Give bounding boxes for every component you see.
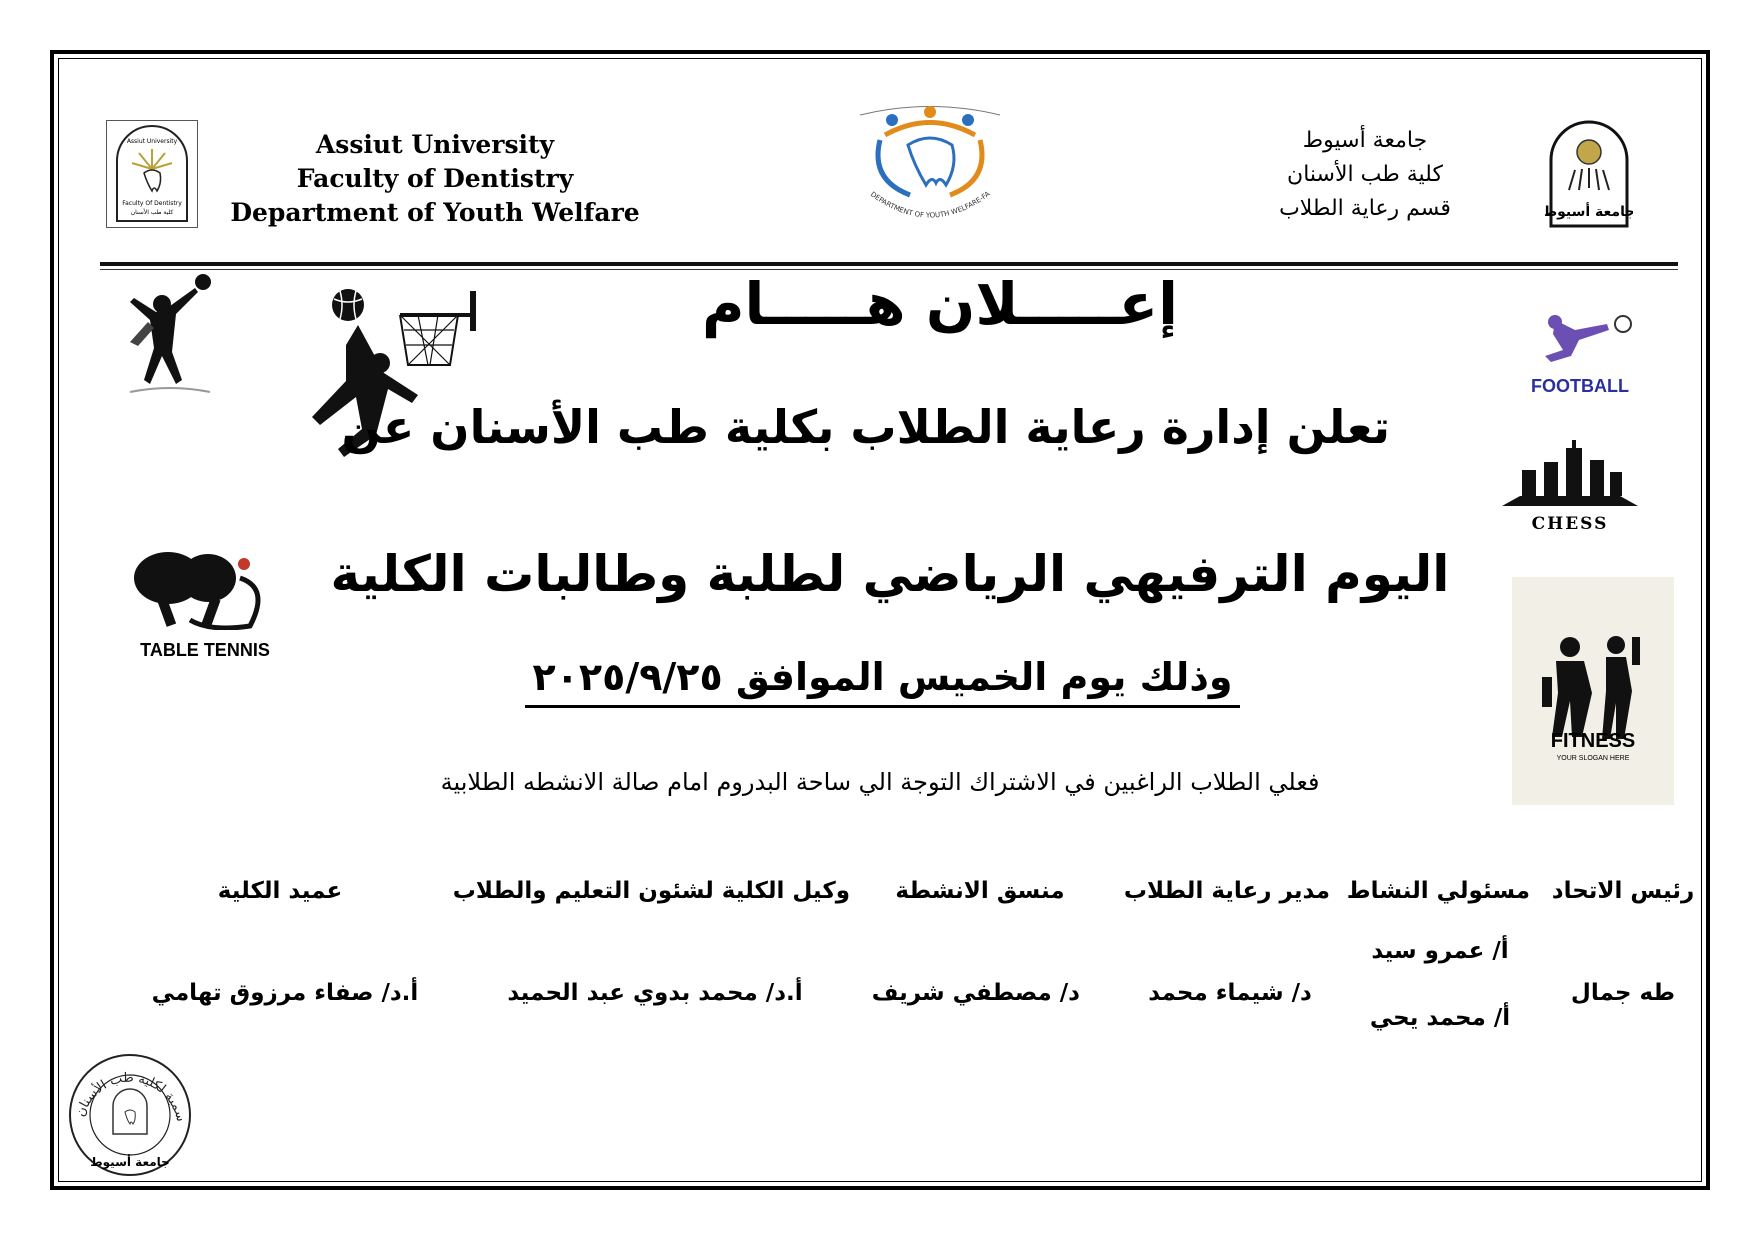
announcement-line-2: اليوم الترفيهي الرياضي لطلبة وطالبات الكلية <box>330 545 1450 603</box>
signature-role-union-president: رئيس الاتحاد <box>1551 878 1695 904</box>
english-faculty: Faculty of Dentistry <box>296 164 574 193</box>
seal-bottom-text: جامعة أسيوط <box>90 1155 170 1169</box>
left-logo-faculty: Faculty Of Dentistry <box>122 200 182 207</box>
announcement-title: إعـــــلان هـــــام <box>702 270 1178 338</box>
signature-name-dean: أ.د/ صفاء مرزوق تهامي <box>151 980 419 1006</box>
university-logo-left <box>106 120 198 228</box>
official-seal <box>65 1050 195 1180</box>
youth-welfare-logo <box>830 100 1030 230</box>
right-logo-text: جامعة أسيوط <box>1545 204 1633 220</box>
fitness-slogan: YOUR SLOGAN HERE <box>1556 755 1630 762</box>
university-logo-right <box>1545 118 1633 230</box>
dentistry-crest-icon <box>107 121 197 227</box>
signature-role-activities-coordinator: منسق الانشطة <box>895 878 1065 904</box>
participation-notice: فعلي الطلاب الراغبين في الاشتراك التوجة الي ساحة البدروم امام صالة الانشطه الطلابية <box>440 768 1320 796</box>
tooth-icon <box>908 138 954 185</box>
chess-label: CHESS <box>1531 514 1609 534</box>
signature-role-dean: عميد الكلية <box>217 878 343 904</box>
chess-pieces-icon <box>1500 440 1640 510</box>
table-tennis-graphic <box>120 548 290 658</box>
english-university: Assiut University <box>315 130 555 159</box>
football-graphic <box>1515 310 1645 400</box>
football-player-icon <box>1515 310 1645 370</box>
announcement-date-line: وذلك يوم الخميس الموافق ٢٠٢٥/٩/٢٥ <box>525 655 1240 708</box>
arabic-header <box>1250 124 1480 226</box>
arabic-faculty: كلية طب الأسنان <box>1287 162 1443 187</box>
ping-pong-paddles-icon <box>120 548 290 630</box>
english-department: Department of Youth Welfare <box>230 198 640 227</box>
seal-stamp-icon <box>65 1050 195 1180</box>
figure-head-icon <box>886 114 898 126</box>
assiut-crest-icon <box>1545 118 1633 230</box>
signature-name-activity-officer-1: أ/ عمرو سيد <box>1371 938 1509 964</box>
announcement-line-1: تعلن إدارة رعاية الطلاب بكلية طب الأسنان عن <box>341 400 1390 454</box>
football-label: FOOTBALL <box>1531 376 1629 396</box>
signature-role-activity-officers: مسئولي النشاط <box>1346 878 1530 904</box>
signature-name-activities-coordinator: د/ مصطفي شريف <box>871 980 1080 1006</box>
signature-name-welfare-director: د/ شيماء محمد <box>1148 980 1312 1006</box>
signature-name-activity-officer-2: أ/ محمد يحي <box>1369 1005 1511 1031</box>
fitness-athletes-icon <box>1512 617 1674 777</box>
table-tennis-label: TABLE TENNIS <box>140 640 270 660</box>
chess-graphic <box>1500 440 1640 540</box>
fitness-graphic <box>1512 577 1674 805</box>
volleyball-player-image <box>110 272 220 412</box>
arabic-university: جامعة أسيوط <box>1302 128 1428 153</box>
center-logo-text: DEPARTMENT OF YOUTH WELFARE-FA <box>868 189 992 220</box>
arabic-department: قسم رعاية الطلاب <box>1279 196 1451 221</box>
left-logo-university: Assiut University <box>126 138 178 145</box>
signature-role-vice-dean: وكيل الكلية لشئون التعليم والطلاب <box>452 878 850 904</box>
left-logo-arabic: كلية طب الأسنان <box>130 209 174 216</box>
signature-role-welfare-director: مدير رعاية الطلاب <box>1123 878 1330 904</box>
signature-name-vice-dean: أ.د/ محمد بدوي عبد الحميد <box>507 980 803 1006</box>
fitness-label: FITNESS <box>1550 730 1636 752</box>
english-header <box>230 128 640 230</box>
seal-ring-text: سمية لكلية طب الأسنان <box>73 1070 189 1124</box>
signature-name-union-president: طه جمال <box>1570 980 1676 1006</box>
header-divider <box>100 262 1678 266</box>
